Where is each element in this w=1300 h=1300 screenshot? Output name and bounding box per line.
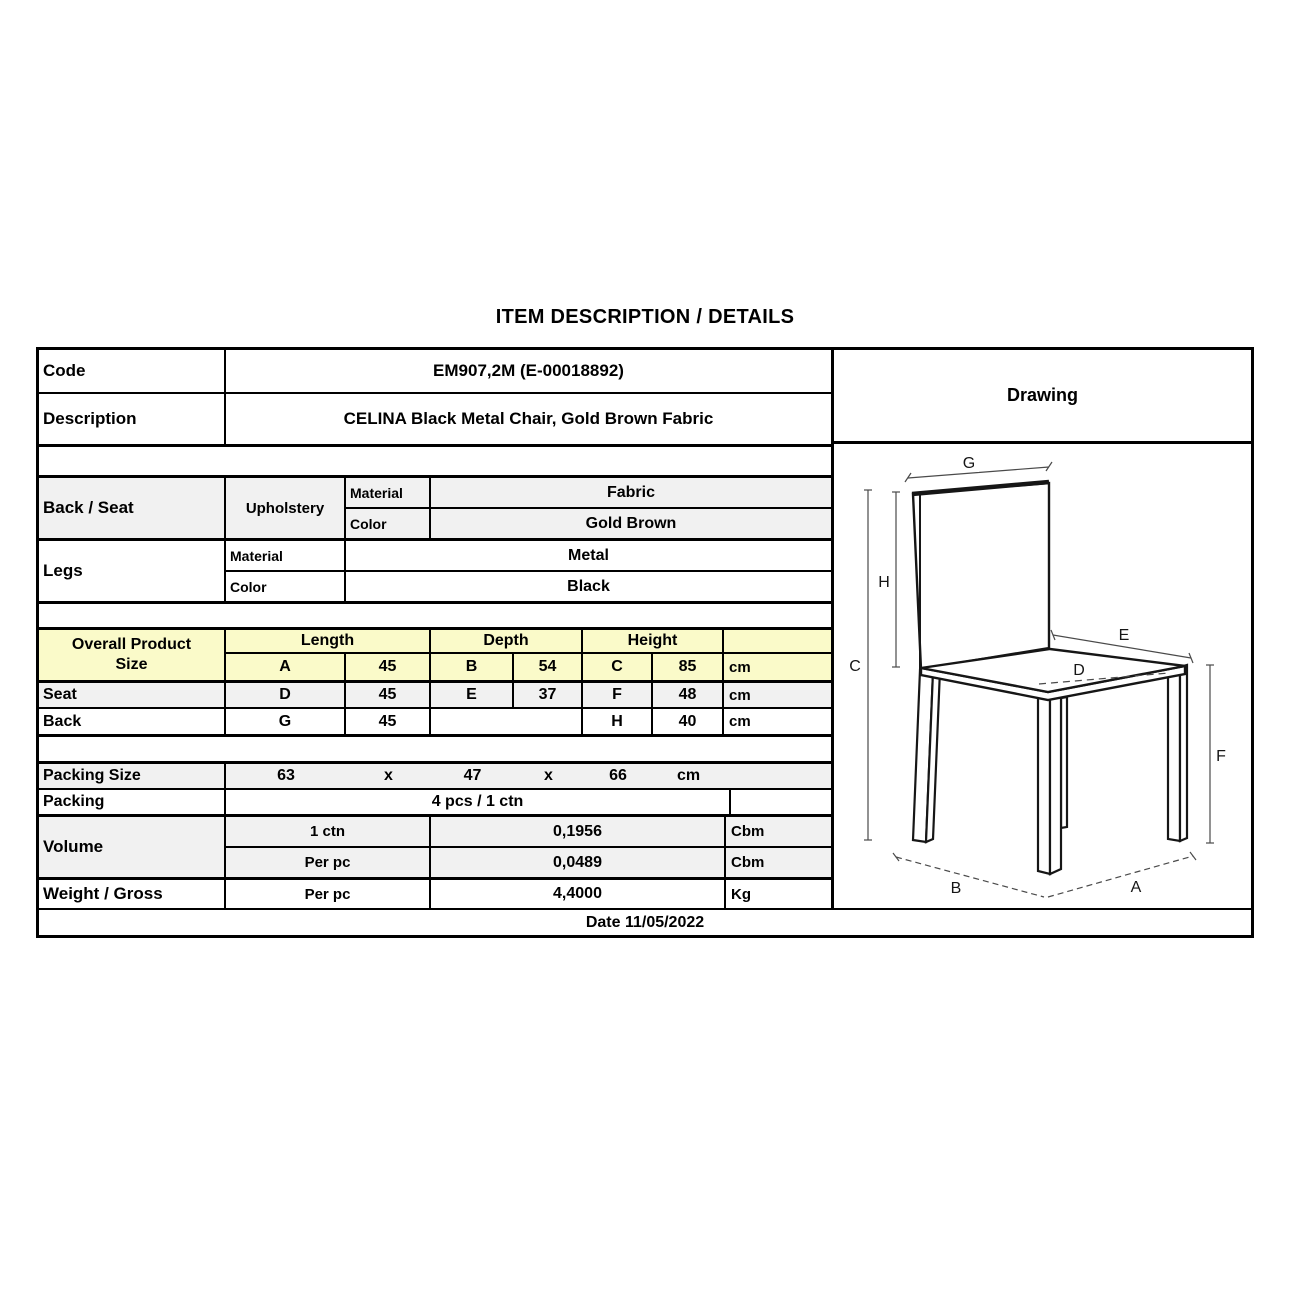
weight-value: 4,4000	[431, 880, 726, 908]
packing-empty	[731, 790, 831, 814]
upholstery-label: Upholstery	[226, 478, 346, 538]
unit-cm: cm	[729, 658, 751, 676]
packing-size-value: 66	[609, 767, 627, 784]
date-text: Date 11/05/2022	[585, 913, 705, 931]
spec-sheet	[36, 347, 1254, 938]
dim-label-f: F	[1216, 748, 1226, 765]
dim-letter: A	[226, 654, 346, 680]
dim-letter: E	[431, 683, 514, 707]
dim-letter: G	[226, 709, 346, 734]
dim-label-d: D	[1073, 662, 1085, 679]
dim-value: 45	[346, 709, 431, 734]
dim-line-b	[896, 857, 1044, 897]
dim-label-a: A	[1130, 879, 1142, 896]
size-header-block	[39, 627, 831, 680]
legs-color-value: Black	[567, 577, 610, 595]
dim-value: 37	[514, 683, 583, 707]
dim-label-e: E	[1118, 627, 1130, 644]
back-seat-label: Back / Seat	[39, 478, 226, 538]
packing-size-value: 47	[463, 767, 482, 784]
color-key: Color	[346, 509, 431, 538]
length-header: Length	[226, 630, 431, 652]
legs-material-row	[226, 541, 831, 572]
volume-label: Volume	[39, 817, 226, 877]
packing-size-label: Packing Size	[39, 764, 226, 788]
volume-pc-row	[226, 848, 831, 877]
spec-table	[39, 350, 831, 908]
spacer-row	[39, 444, 831, 475]
volume-block	[39, 814, 831, 877]
back-seat-color-row	[346, 509, 831, 538]
dim-value: 54	[514, 654, 583, 680]
page-title: ITEM DESCRIPTION / DETAILS	[495, 306, 795, 328]
color-value: Gold Brown	[585, 514, 677, 532]
weight-label: Weight / Gross	[39, 880, 226, 908]
sheet-main	[39, 350, 1251, 908]
back-label: Back	[39, 709, 226, 734]
chair-front-leg-right-face	[1050, 692, 1061, 874]
dim-value: 45	[346, 654, 431, 680]
weight-row	[39, 877, 831, 908]
legs-block	[39, 538, 831, 601]
chair-drawing	[834, 444, 1251, 908]
depth-header: Depth	[431, 630, 583, 652]
dim-value: 85	[653, 654, 724, 680]
packing-value: 4 pcs / 1 ctn	[226, 790, 731, 814]
chair-right-leg-front	[1168, 665, 1180, 841]
packing-size-sep: x	[384, 767, 393, 784]
packing-size-value: 63	[277, 767, 295, 784]
unit-cbm: Cbm	[731, 854, 765, 871]
description-row	[39, 392, 831, 444]
seat-label: Seat	[39, 683, 226, 707]
spacer-row	[39, 734, 831, 761]
overall-product-size-label	[39, 630, 226, 680]
description-label: Description	[39, 394, 226, 444]
seat-row	[39, 680, 831, 707]
dim-label-h: H	[878, 574, 890, 591]
drawing-header: Drawing	[834, 350, 1251, 444]
dim-label-g: G	[962, 455, 976, 472]
legs-material-value: Metal	[568, 546, 609, 564]
dim-value: 45	[346, 683, 431, 707]
volume-ctn-row	[226, 817, 831, 848]
material-key: Material	[346, 478, 431, 507]
legs-label: Legs	[39, 541, 226, 601]
code-row	[39, 350, 831, 392]
overall-product-line1: Overall Product	[71, 636, 192, 653]
code-label: Code	[39, 350, 226, 392]
dim-value: 40	[653, 709, 724, 734]
volume-value: 0,0489	[431, 848, 726, 877]
size-headers-row	[226, 630, 831, 654]
unit-cbm: Cbm	[731, 823, 765, 840]
packing-label: Packing	[39, 790, 226, 814]
legs-material-key: Material	[226, 541, 346, 570]
packing-size-sep: x	[544, 767, 553, 784]
dim-letter: C	[583, 654, 653, 680]
chair-front-leg-left-face	[1038, 692, 1050, 874]
chair-back-panel	[913, 483, 1049, 669]
height-header: Height	[583, 630, 724, 652]
dim-letter: F	[583, 683, 653, 707]
volume-value: 0,1956	[431, 817, 726, 846]
back-row	[39, 707, 831, 734]
unit-cm: cm	[729, 686, 751, 704]
volume-key: 1 ctn	[226, 817, 431, 846]
weight-key: Per pc	[226, 880, 431, 908]
legs-color-row	[226, 572, 831, 601]
spacer-row	[39, 601, 831, 627]
size-header-empty	[724, 630, 831, 652]
drawing-area	[834, 444, 1251, 908]
date-row	[39, 908, 1251, 935]
packing-row	[39, 788, 831, 814]
chair-right-leg-side	[1180, 665, 1187, 841]
back-row-empty	[431, 709, 583, 734]
code-value: EM907,2M (E-00018892)	[433, 361, 624, 380]
dim-label-c: C	[849, 658, 861, 675]
description-value: CELINA Black Metal Chair, Gold Brown Fabric	[343, 409, 714, 428]
back-seat-material-row	[346, 478, 831, 509]
legs-color-key: Color	[226, 572, 346, 601]
overall-size-row	[226, 654, 831, 680]
dim-value: 48	[653, 683, 724, 707]
unit-cm: cm	[729, 713, 751, 730]
drawing-panel	[831, 350, 1251, 908]
dim-label-b: B	[950, 880, 962, 897]
overall-product-line2: Size	[115, 656, 148, 673]
dim-letter: B	[431, 654, 514, 680]
unit-kg: Kg	[731, 885, 751, 903]
dim-letter: H	[583, 709, 653, 734]
volume-key: Per pc	[226, 848, 431, 877]
back-seat-block	[39, 475, 831, 538]
dim-letter: D	[226, 683, 346, 707]
dim-line-a	[1048, 856, 1193, 897]
material-value: Fabric	[606, 483, 655, 501]
packing-size-row	[39, 761, 831, 788]
unit-cm: cm	[677, 767, 701, 784]
